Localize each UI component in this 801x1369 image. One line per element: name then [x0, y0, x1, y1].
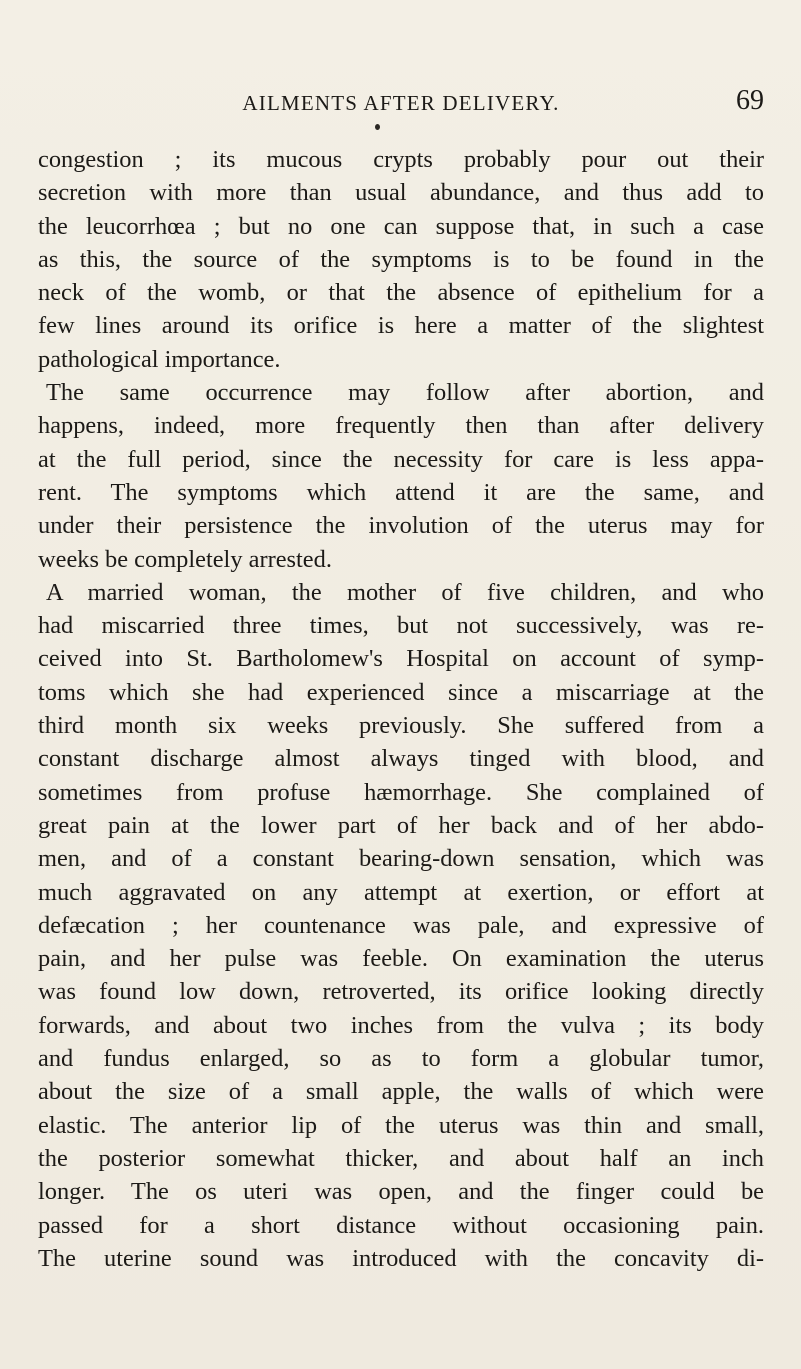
- text-line: ceived into St. Bartholomew's Hospital on account of symp-: [38, 645, 764, 673]
- text-line: A married woman, the mother of five children, and who: [46, 578, 764, 606]
- text-line: longer. The os uteri was open, and the finger could be: [38, 1178, 764, 1206]
- text-line: as this, the source of the symptoms is to be found in the: [38, 245, 764, 273]
- body-text: [38, 143, 764, 1275]
- text-line: few lines around its orifice is here a matter of the slightest: [38, 312, 764, 340]
- text-line: The same occurrence may follow after abortion, and: [46, 379, 764, 407]
- text-line: at the full period, since the necessity for care is less appa-: [38, 445, 764, 473]
- text-line: pathological importance.: [38, 345, 281, 373]
- text-line: pain, and her pulse was feeble. On examination the uterus: [38, 945, 764, 973]
- text-line: under their persistence the involution of the uterus may for: [38, 512, 764, 540]
- text-line: weeks be completely arrested.: [38, 545, 332, 573]
- text-line: elastic. The anterior lip of the uterus was thin and small,: [38, 1111, 764, 1139]
- text-line: toms which she had experienced since a miscarriage at the: [38, 678, 764, 706]
- text-line: constant discharge almost always tinged with blood, and: [38, 745, 764, 773]
- running-title: AILMENTS AFTER DELIVERY.: [242, 91, 560, 115]
- text-line: sometimes from profuse hæmorrhage. She complained of: [38, 778, 764, 806]
- running-head: [38, 85, 764, 118]
- text-line: the leucorrhœa ; but no one can suppose that, in such a case: [38, 212, 764, 240]
- page-number: 69: [736, 85, 764, 116]
- text-line: rent. The symptoms which attend it are the same, and: [38, 478, 764, 506]
- text-line: had miscarried three times, but not successively, was re-: [38, 612, 764, 640]
- text-line: forwards, and about two inches from the vulva ; its body: [38, 1011, 764, 1039]
- text-line: the posterior somewhat thicker, and about half an inch: [38, 1144, 764, 1172]
- ink-speck: [375, 124, 380, 130]
- text-line: great pain at the lower part of her back and of her abdo-: [38, 811, 764, 839]
- text-line: defæcation ; her countenance was pale, and expressive of: [38, 911, 764, 939]
- text-line: The uterine sound was introduced with the concavity di-: [38, 1244, 764, 1272]
- text-line: and fundus enlarged, so as to form a globular tumor,: [38, 1045, 764, 1073]
- text-line: men, and of a constant bearing-down sensation, which was: [38, 845, 764, 873]
- text-line: about the size of a small apple, the walls of which were: [38, 1078, 764, 1106]
- text-line: much aggravated on any attempt at exertion, or effort at: [38, 878, 764, 906]
- text-line: was found low down, retroverted, its orifice looking directly: [38, 978, 764, 1006]
- text-line: passed for a short distance without occasioning pain.: [38, 1211, 764, 1239]
- text-line: third month six weeks previously. She suffered from a: [38, 712, 764, 740]
- text-line: congestion ; its mucous crypts probably pour out their: [38, 146, 764, 173]
- text-line: happens, indeed, more frequently then than after delivery: [38, 412, 764, 440]
- text-line: secretion with more than usual abundance, and thus add to: [38, 179, 764, 207]
- text-line: neck of the womb, or that the absence of epithelium for a: [38, 279, 764, 307]
